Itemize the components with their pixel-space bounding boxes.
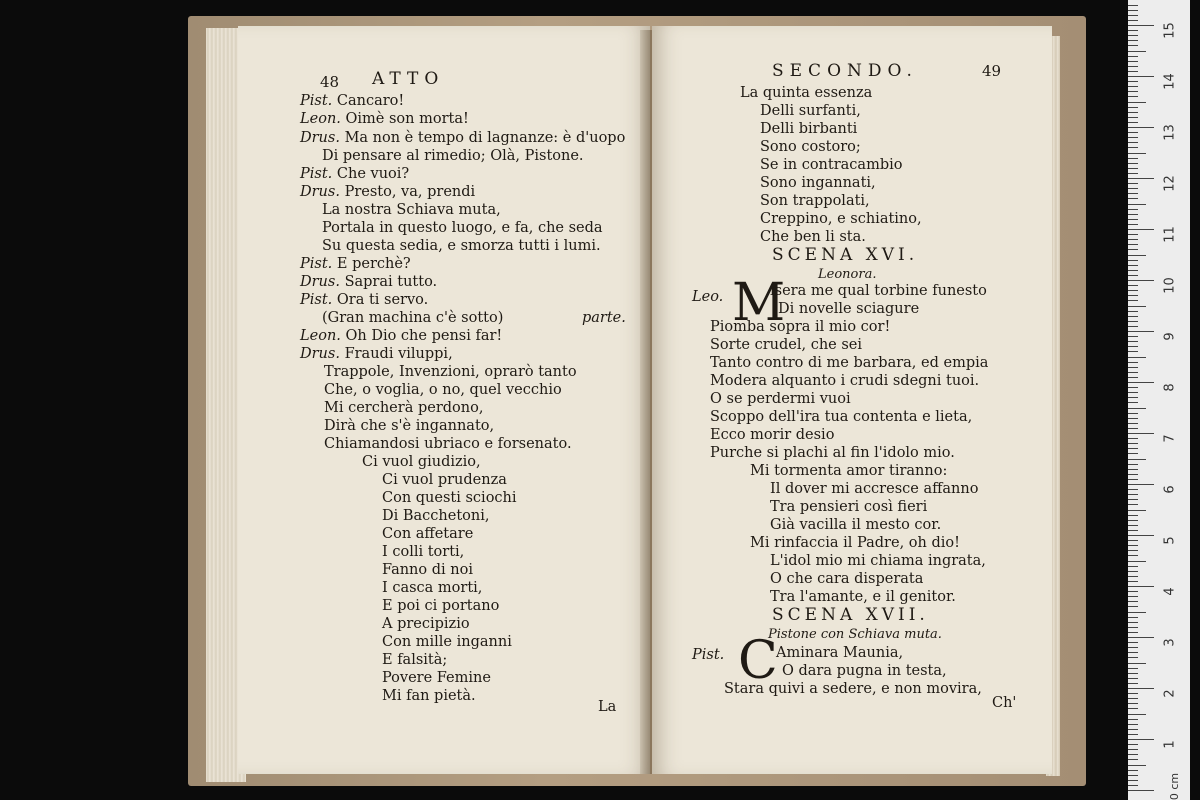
ruler-tick [1128, 428, 1138, 429]
verse-line: Delli surfanti, [760, 103, 861, 119]
ruler-tick [1128, 285, 1138, 286]
verse-line: Tra pensieri così fieri [770, 499, 928, 515]
verse-line: Piomba sopra il mio cor! [710, 319, 891, 335]
ruler-tick [1128, 535, 1154, 536]
dialogue-line: A precipizio [382, 616, 470, 632]
ruler-tick [1128, 469, 1138, 470]
ruler-tick [1128, 35, 1138, 36]
dialogue-line: Che, o voglia, o no, quel vecchio [324, 382, 562, 398]
ruler-label: 2 [1162, 689, 1178, 698]
ruler-tick [1128, 703, 1138, 704]
ruler-label: 9 [1162, 332, 1178, 341]
ruler-tick [1128, 418, 1138, 419]
ruler-tick [1128, 734, 1138, 735]
ruler-tick [1128, 688, 1154, 689]
ruler-tick [1128, 392, 1138, 393]
verse-line: Mi tormenta amor tiranno: [750, 463, 948, 479]
ruler-tick [1128, 632, 1138, 633]
ruler-tick [1128, 61, 1138, 62]
ruler-tick [1128, 576, 1138, 577]
dialogue-line: Ci vuol prudenza [382, 472, 507, 488]
ruler-tick [1128, 749, 1138, 750]
ruler-tick [1128, 464, 1138, 465]
ruler-tick [1128, 708, 1138, 709]
ruler-tick [1128, 142, 1138, 143]
ruler-tick [1128, 341, 1138, 342]
scene-heading: SCENA XVI. [772, 245, 919, 265]
ruler-tick [1128, 10, 1138, 11]
ruler-tick [1128, 550, 1138, 551]
ruler-tick [1128, 443, 1138, 444]
ruler-tick [1128, 270, 1138, 271]
ruler-tick [1128, 489, 1138, 490]
ruler-tick [1128, 51, 1146, 52]
ruler-tick [1128, 627, 1138, 628]
ruler-tick [1128, 311, 1138, 312]
verse-line: Tanto contro di me barbara, ed empia [710, 355, 989, 371]
ruler-tick [1128, 387, 1138, 388]
ruler-label: 7 [1162, 434, 1178, 443]
verse-line: Mi rinfaccia il Padre, oh dio! [750, 535, 960, 551]
dialogue-line: Con mille inganni [382, 634, 512, 650]
ruler-tick [1128, 40, 1138, 41]
ruler-tick [1128, 617, 1138, 618]
ruler-tick [1128, 15, 1138, 16]
ruler-tick [1128, 714, 1146, 715]
ruler-tick [1128, 438, 1138, 439]
ruler-tick [1128, 86, 1138, 87]
ruler-tick [1128, 663, 1146, 664]
ruler-tick [1128, 244, 1138, 245]
drop-cap: C [738, 631, 778, 691]
ruler-tick [1128, 255, 1146, 256]
ruler-tick [1128, 122, 1138, 123]
ruler-tick [1128, 765, 1146, 766]
ruler-tick [1128, 698, 1138, 699]
ruler-tick [1128, 423, 1138, 424]
ruler-label: 3 [1162, 638, 1178, 647]
ruler-tick [1128, 351, 1138, 352]
ruler-tick [1128, 555, 1138, 556]
speaker-label: Pist. [692, 647, 725, 663]
dialogue-line: Drus. Presto, va, prendi [300, 184, 476, 200]
ruler-tick [1128, 448, 1138, 449]
ruler-tick [1128, 20, 1138, 21]
dialogue-line: Di pensare al rimedio; Olà, Pistone. [322, 148, 584, 164]
ruler-tick [1128, 178, 1154, 179]
speaker-label: Leo. [692, 289, 724, 305]
ruler-tick [1128, 474, 1138, 475]
ruler-tick [1128, 520, 1138, 521]
stage-direction: parte. [582, 310, 626, 326]
ruler-tick [1128, 316, 1138, 317]
ruler-tick [1128, 683, 1138, 684]
ruler-tick [1128, 163, 1138, 164]
ruler-tick [1128, 770, 1138, 771]
ruler-tick [1128, 249, 1138, 250]
ruler-tick [1128, 591, 1138, 592]
ruler-tick [1128, 775, 1138, 776]
ruler-tick [1128, 30, 1138, 31]
right-page [652, 26, 1052, 774]
ruler-tick [1128, 147, 1138, 148]
ruler-tick [1128, 515, 1138, 516]
ruler-tick [1128, 759, 1138, 760]
verse-line: Son trappolati, [760, 193, 870, 209]
verse-line: Se in contracambio [760, 157, 903, 173]
ruler-tick [1128, 306, 1146, 307]
page-number: 49 [982, 62, 1002, 80]
dialogue-line: Pist. Cancaro! [300, 93, 405, 109]
ruler-label: 6 [1162, 485, 1178, 494]
ruler-tick [1128, 673, 1138, 674]
dialogue-line: Dirà che s'è ingannato, [324, 418, 495, 434]
ruler-unit-label: 0 cm [1168, 772, 1182, 800]
ruler-tick [1128, 372, 1138, 373]
ruler-tick [1128, 300, 1138, 301]
verse-line: isera me qual torbine funesto [770, 283, 987, 299]
ruler-tick [1128, 234, 1138, 235]
dialogue-line: Leon. Oimè son morta! [300, 111, 469, 127]
ruler-tick [1128, 571, 1138, 572]
ruler-tick [1128, 198, 1138, 199]
ruler-tick [1128, 158, 1138, 159]
ruler-tick [1128, 295, 1138, 296]
ruler-tick [1128, 413, 1138, 414]
ruler-tick [1128, 459, 1146, 460]
ruler-tick [1128, 209, 1138, 210]
ruler-tick [1128, 678, 1138, 679]
ruler-tick [1128, 183, 1138, 184]
ruler-tick [1128, 780, 1138, 781]
verse-line: Creppino, e schiatino, [760, 211, 922, 227]
ruler-tick [1128, 540, 1138, 541]
ruler-tick [1128, 566, 1138, 567]
ruler-tick [1128, 530, 1138, 531]
page-number: 48 [320, 73, 340, 91]
dialogue-line: Portala in questo luogo, e fa, che seda [322, 220, 603, 236]
ruler-tick [1128, 71, 1138, 72]
verse-line: Sorte crudel, che sei [710, 337, 863, 353]
ruler-tick [1128, 494, 1138, 495]
ruler-tick [1128, 790, 1154, 791]
ruler-tick [1128, 81, 1138, 82]
dialogue-line: Povere Femine [382, 670, 491, 686]
measurement-ruler [1128, 0, 1190, 800]
ruler-tick [1128, 214, 1138, 215]
ruler-label: 8 [1162, 383, 1178, 392]
dialogue-line: Pist. E perchè? [300, 256, 411, 272]
ruler-tick [1128, 433, 1154, 434]
scene-character: Leonora. [818, 267, 877, 282]
dialogue-line: Con affetare [382, 526, 474, 542]
ruler-tick [1128, 693, 1138, 694]
dialogue-line: Su questa sedia, e smorza tutti i lumi. [322, 238, 601, 254]
ruler-tick [1128, 719, 1138, 720]
verse-line: Sono ingannati, [760, 175, 876, 191]
ruler-tick [1128, 117, 1138, 118]
ruler-tick [1128, 504, 1138, 505]
ruler-tick [1128, 5, 1138, 6]
verse-line: Di novelle sciagure [778, 301, 920, 317]
scene-heading: SCENA XVII. [772, 605, 929, 625]
ruler-tick [1128, 606, 1138, 607]
verse-line: O che cara disperata [770, 571, 924, 587]
ruler-label: 11 [1162, 226, 1178, 243]
ruler-tick [1128, 280, 1154, 281]
ruler-tick [1128, 224, 1138, 225]
ruler-tick [1128, 581, 1138, 582]
ruler-tick [1128, 137, 1138, 138]
dialogue-line: Drus. Saprai tutto. [300, 274, 438, 290]
dialogue-line: La nostra Schiava muta, [322, 202, 501, 218]
ruler-tick [1128, 499, 1138, 500]
ruler-tick [1128, 739, 1154, 740]
dialogue-line: Mi cercherà perdono, [324, 400, 484, 416]
verse-line: Ecco morir desio [710, 427, 835, 443]
ruler-label: 13 [1162, 124, 1178, 141]
ruler-tick [1128, 596, 1138, 597]
ruler-tick [1128, 362, 1138, 363]
ruler-tick [1128, 382, 1154, 383]
dialogue-line: Drus. Ma non è tempo di lagnanze: è d'uopo [300, 130, 626, 146]
ruler-tick [1128, 586, 1154, 587]
verse-line: Modera alquanto i crudi sdegni tuoi. [710, 373, 980, 389]
ruler-tick [1128, 724, 1138, 725]
verse-line: La quinta essenza [740, 85, 873, 101]
verse-line: Già vacilla il mesto cor. [770, 517, 942, 533]
ruler-tick [1128, 25, 1154, 26]
dialogue-line: Trappole, Invenzioni, oprarò tanto [324, 364, 577, 380]
ruler-tick [1128, 168, 1138, 169]
verse-line: Il dover mi accresce affanno [770, 481, 979, 497]
verse-line: Tra l'amante, e il genitor. [770, 589, 956, 605]
ruler-tick [1128, 56, 1138, 57]
ruler-label: 10 [1162, 277, 1178, 294]
ruler-tick [1128, 453, 1138, 454]
catchword: La [598, 699, 617, 715]
ruler-tick [1128, 219, 1138, 220]
ruler-tick [1128, 652, 1138, 653]
verse-line: O dara pugna in testa, [782, 663, 947, 679]
dialogue-line: (Gran machina c'è sotto) [322, 310, 504, 326]
ruler-tick [1128, 377, 1138, 378]
ruler-label: 4 [1162, 587, 1178, 596]
ruler-tick [1128, 484, 1154, 485]
ruler-tick [1128, 754, 1138, 755]
ruler-tick [1128, 127, 1154, 128]
ruler-tick [1128, 173, 1138, 174]
ruler-tick [1128, 612, 1146, 613]
ruler-label: 1 [1162, 740, 1178, 749]
ruler-tick [1128, 668, 1138, 669]
ruler-tick [1128, 346, 1138, 347]
ruler-tick [1128, 479, 1138, 480]
ruler-tick [1128, 397, 1138, 398]
verse-line: O se perdermi vuoi [710, 391, 851, 407]
ruler-tick [1128, 408, 1146, 409]
dialogue-line: I colli torti, [382, 544, 465, 560]
ruler-tick [1128, 647, 1138, 648]
ruler-tick [1128, 402, 1138, 403]
ruler-tick [1128, 229, 1154, 230]
dialogue-line: Pist. Che vuoi? [300, 166, 410, 182]
dialogue-line: Mi fan pietà. [382, 688, 476, 704]
ruler-tick [1128, 96, 1138, 97]
dialogue-line: Leon. Oh Dio che pensi far! [300, 328, 503, 344]
ruler-tick [1128, 367, 1138, 368]
ruler-tick [1128, 637, 1154, 638]
ruler-tick [1128, 331, 1154, 332]
dialogue-line: E poi ci portano [382, 598, 500, 614]
ruler-tick [1128, 204, 1146, 205]
dialogue-line: Ci vuol giudizio, [362, 454, 481, 470]
ruler-tick [1128, 132, 1138, 133]
ruler-tick [1128, 729, 1138, 730]
ruler-tick [1128, 657, 1138, 658]
running-head: SECONDO. [772, 61, 918, 81]
ruler-tick [1128, 76, 1154, 77]
scene-character: Pistone con Schiava muta. [768, 627, 942, 642]
dialogue-line: Fanno di noi [382, 562, 473, 578]
catchword: Ch' [992, 695, 1017, 711]
verse-line: Che ben li sta. [760, 229, 866, 245]
dialogue-line: E falsità; [382, 652, 448, 668]
ruler-tick [1128, 601, 1138, 602]
ruler-tick [1128, 744, 1138, 745]
ruler-label: 12 [1162, 175, 1178, 192]
running-head: ATTO [372, 69, 445, 89]
ruler-tick [1128, 275, 1138, 276]
ruler-tick [1128, 102, 1146, 103]
ruler-tick [1128, 91, 1138, 92]
ruler-tick [1128, 290, 1138, 291]
dialogue-line: I casca morti, [382, 580, 483, 596]
ruler-tick [1128, 622, 1138, 623]
verse-line: L'idol mio mi chiama ingrata, [770, 553, 986, 569]
ruler-tick [1128, 239, 1138, 240]
verse-line: Purche si plachi al fin l'idolo mio. [710, 445, 955, 461]
verse-line: Delli birbanti [760, 121, 858, 137]
drop-cap: M [732, 273, 786, 333]
ruler-tick [1128, 107, 1138, 108]
left-page [238, 26, 650, 774]
ruler-tick [1128, 265, 1138, 266]
ruler-tick [1128, 260, 1138, 261]
ruler-label: 5 [1162, 536, 1178, 545]
ruler-tick [1128, 66, 1138, 67]
verse-line: Aminara Maunia, [776, 645, 904, 661]
ruler-tick [1128, 112, 1138, 113]
ruler-tick [1128, 510, 1146, 511]
verse-line: Sono costoro; [760, 139, 861, 155]
ruler-tick [1128, 326, 1138, 327]
ruler-label: 15 [1162, 22, 1178, 39]
dialogue-line: Drus. Fraudi viluppi, [300, 346, 453, 362]
ruler-tick [1128, 45, 1138, 46]
ruler-label: 14 [1162, 73, 1178, 90]
dialogue-line: Chiamandosi ubriaco e forsenato. [324, 436, 572, 452]
ruler-tick [1128, 785, 1138, 786]
dialogue-line: Pist. Ora ti servo. [300, 292, 429, 308]
ruler-tick [1128, 188, 1138, 189]
ruler-tick [1128, 561, 1146, 562]
ruler-tick [1128, 525, 1138, 526]
ruler-tick [1128, 357, 1146, 358]
ruler-tick [1128, 336, 1138, 337]
verse-line: Stara quivi a sedere, e non movira, [724, 681, 982, 697]
verse-line: Scoppo dell'ira tua contenta e lieta, [710, 409, 973, 425]
dialogue-line: Con questi sciochi [382, 490, 517, 506]
ruler-tick [1128, 321, 1138, 322]
ruler-tick [1128, 193, 1138, 194]
ruler-tick [1128, 545, 1138, 546]
ruler-tick [1128, 153, 1146, 154]
ruler-tick [1128, 642, 1138, 643]
dialogue-line: Di Bacchetoni, [382, 508, 490, 524]
